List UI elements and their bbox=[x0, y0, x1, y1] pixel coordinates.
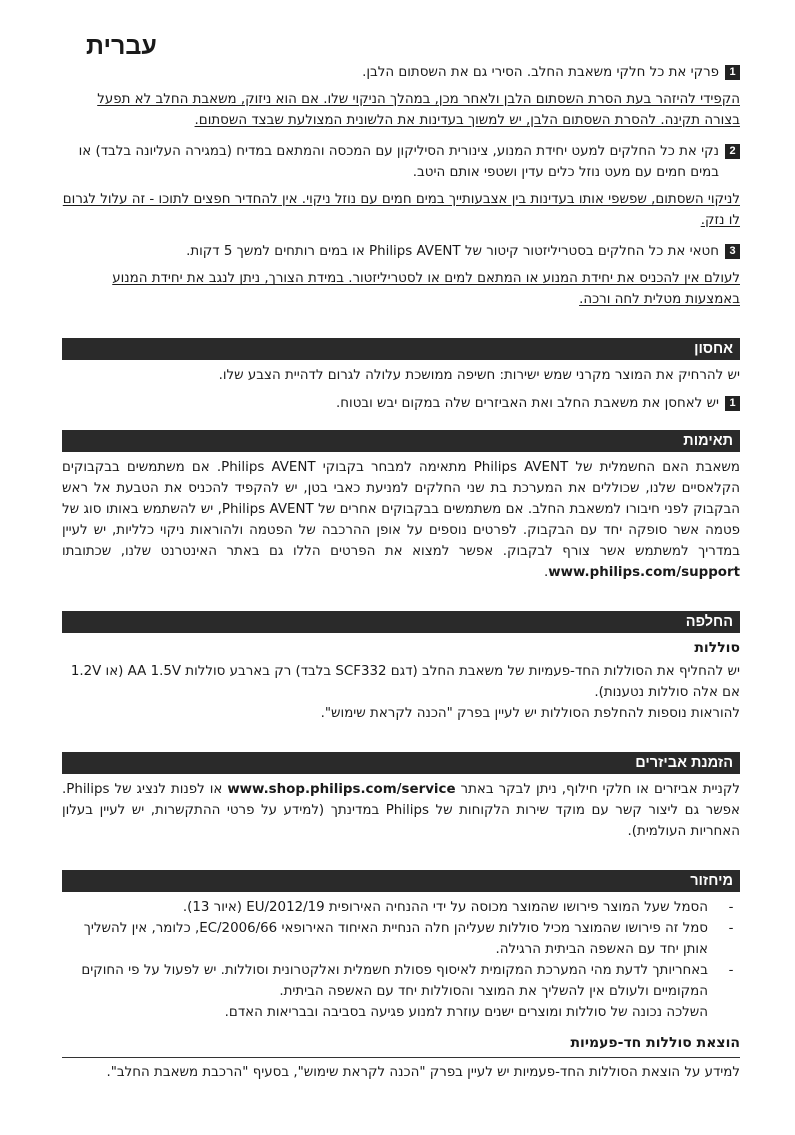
battery-removal-subheading: הוצאת סוללות חד-פעמיות bbox=[62, 1033, 740, 1058]
section-heading-recycling: מיחזור bbox=[62, 870, 740, 892]
ordering-text-start: לקניית אביזרים או חלקי חילוף, ניתן לבקר באתר bbox=[460, 781, 740, 797]
battery-removal-text: למידע על הוצאת הסוללות החד-פעמיות יש לעיין בפרק "הכנה לקראת שימוש", בסעיף "הרכבת משאבת החלב". bbox=[106, 1065, 740, 1081]
warning-text: לעולם אין להכניס את יחידת המנוע או המתאם למים או לסטריליזטור. במידת הצורך, ניתן לנגב את יחידת המנוע באמצעות מטלית לחה ורכה. bbox=[112, 271, 740, 308]
bullet-text: באחריותך לדעת מהי המערכת המקומית לאיסוף פסולת חשמלית ואלקטרונית וסוללות. יש לפעול על פי החוקים המקומיים ולעולם אין להשליך את המוצר והסוללות יחד עם האשפה הביתית. bbox=[81, 963, 708, 1000]
recycling-bullet-3 bbox=[62, 960, 740, 1002]
recycling-bullet-2 bbox=[62, 918, 740, 960]
title-wrap bbox=[62, 0, 740, 62]
step-text: נקי את כל החלקים למעט יחידת המנוע, צינורית הסיליקון עם המכסה והמתאם במדיח (במגירה העליונה בלבד) או במים חמים עם מעט נוזל כלים עדין ושטפי אותם היטב. bbox=[78, 144, 719, 181]
section-heading-storage: אחסון bbox=[62, 338, 740, 360]
compatibility-end: . bbox=[544, 564, 549, 580]
replacement-text: יש להחליף את הסוללות החד-פעמיות של משאבת החלב (דגם SCF332 בלבד) רק בארבע סוללות AA 1.5V (או 1.2V אם אלה סוללות נטענות). bbox=[70, 663, 740, 700]
support-url: www.philips.com/support bbox=[548, 564, 740, 580]
warning-text: לניקוי השסתום, שפשפי אותו בעדינות בין אצבעותייך במים חמים עם נוזל ניקוי. אין להחדיר חפצים לתוכו - זה עלול לגרום לו נזק. bbox=[62, 192, 740, 229]
compatibility-body: משאבת האם החשמלית של Philips AVENT מתאימה למבחר בקבוקי Philips AVENT. אם משתמשים בבקבוקים הקלאסיים שלנו, שכוללים את המערכת בת שני החלקים למניעת כאבי בטן, יש להקפיד להכניס את הטבעת אל ראש הבקבוק לפני חיבורו למשאבת החלב. אם משתמשים בבקבוקים אחרים של Philips AVENT, יש להשתמש באותו סוג של פטמה אשר סופקה יחד עם הבקבוק. לפרטים נוספים על אופן ההרכבה של הפטמה ולהוראות ניקוי כלליות, יש לעיין במדריך למשתמש אשר צורף לבקבוק. אפשר למצוא את הפרטים הללו גם באתר האינטרנט שלנו, שכתובתו bbox=[62, 459, 741, 559]
bullet-mark: - bbox=[728, 900, 734, 916]
storage-text: יש להרחיק את המוצר מקרני שמש ישירות: חשיפה ממושכת עלולה לגרום לדהיית הצבע שלו. bbox=[218, 368, 740, 384]
cleaning-step-3 bbox=[62, 241, 740, 262]
cleaning-step-1 bbox=[62, 62, 740, 83]
section-heading-replacement: החלפה bbox=[62, 611, 740, 633]
bullet-text: סמל זה פירושו שהמוצר מכיל סוללות שעליהן חלה הנחיית האיחוד האירופאי 2006/66/EC, כלומר, אין להשליך אותן יחד עם האשפה הביתית הרגילה. bbox=[83, 921, 708, 958]
bullet-mark: - bbox=[728, 921, 734, 937]
step-number-badge: 3 bbox=[725, 244, 740, 259]
recycling-note: השלכה נכונה של סוללות ומוצרים ישנים עוזרת למנוע פגיעה בסביבה ובבריאות האדם. bbox=[224, 1005, 708, 1021]
cleaning-step-2 bbox=[62, 141, 740, 183]
step-number-badge: 1 bbox=[725, 396, 740, 411]
step-text: פרקי את כל חלקי משאבת החלב. הסירי גם את השסתום הלבן. bbox=[362, 65, 719, 80]
section-heading-compatibility: תאימות bbox=[62, 430, 740, 452]
bullet-text: הסמל שעל המוצר פירושו שהמוצר מכוסה על ידי ההנחיה האירופית EU/2012/19 (איור 13). bbox=[182, 900, 708, 916]
replacement-instructions: להוראות נוספות להחלפת הסוללות יש לעיין בפרק "הכנה לקראת שימוש". bbox=[320, 705, 740, 721]
step-text: יש לאחסן את משאבת החלב ואת האביזרים שלה במקום יבש ובטוח. bbox=[336, 395, 719, 411]
bullet-mark: - bbox=[728, 963, 734, 979]
warning-text: הקפידי להיזהר בעת הסרת השסתום הלבן ולאחר מכן, במהלך הניקוי שלו. אם הוא ניזוק, משאבת החלב לא תפעל בצורה תקינה. להסרת השסתום הלבן, יש למשוך בעדינות את הלשונית המצולעת שבצד השסתום. bbox=[97, 92, 740, 129]
recycling-bullet-1 bbox=[62, 897, 740, 918]
step-text: חטאי את כל החלקים בסטריליזטור קיטור של Philips AVENT או במים רותחים למשך 5 דקות. bbox=[186, 244, 719, 260]
shop-url: www.shop.philips.com/service bbox=[227, 781, 456, 797]
step-number-badge: 2 bbox=[725, 144, 740, 159]
compatibility-text bbox=[62, 457, 740, 583]
ordering-text-end: או לפנות לנציג של Philips. אפשר גם ליצור קשר עם מוקד שירות הלקוחות של Philips במדינתך (למידע על פרטי ההתקשרות, יש לעיין בעלון האחריות העולמית). bbox=[62, 781, 740, 840]
page-title: עברית bbox=[86, 32, 157, 60]
ordering-text bbox=[62, 779, 740, 842]
batteries-subheading: סוללות bbox=[694, 639, 740, 656]
section-heading-ordering: הזמנת אביזרים bbox=[62, 752, 740, 774]
storage-step-1 bbox=[62, 393, 740, 414]
step-number-badge: 1 bbox=[725, 65, 740, 80]
